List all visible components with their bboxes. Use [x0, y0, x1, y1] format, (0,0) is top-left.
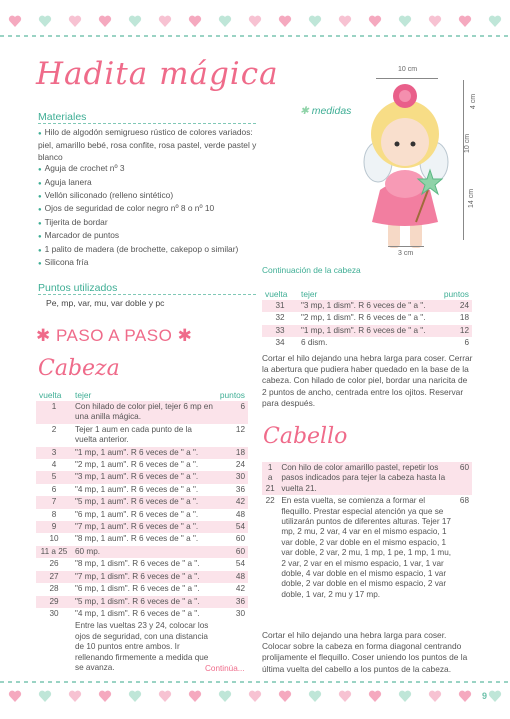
- cell-puntos: 36: [216, 596, 248, 608]
- material-text: Tijerita de bordar: [44, 216, 108, 227]
- table-row: [36, 521, 248, 533]
- material-item: [38, 203, 263, 216]
- cell-puntos: 60: [216, 546, 248, 558]
- bullet-icon: ●: [38, 247, 42, 254]
- puntos-divider: [38, 294, 256, 295]
- cabello-title: Cabello: [263, 424, 348, 449]
- material-item: [38, 244, 263, 257]
- cell-tejer: "6 mp, 1 dism". R 6 veces de " a ".: [75, 584, 200, 594]
- heart-icon: [338, 689, 352, 703]
- puntos-text: Pe, mp, var, mu, var doble y pc: [46, 298, 165, 308]
- material-item: [38, 127, 263, 163]
- continuacion-paragraph: Cortar el hilo dejando una hebra larga para coser. Cerrar la abertura que pudiera haber quedado en la base de la cabeza. Con hilado de color piel, bordar una naricita de 2 puntos de ancho, centrada entre los ojitos. Reservar para después.: [262, 353, 473, 408]
- cell-vuelta: 5: [36, 471, 72, 483]
- cell-puntos: 6: [216, 401, 248, 424]
- page-title: Hadita mágica: [36, 56, 279, 92]
- table-row: [262, 495, 472, 601]
- cell-vuelta: 4: [51, 460, 57, 470]
- heart-icon: [398, 14, 412, 28]
- cell-tejer: "6 mp, 1 aum". R 6 veces de " a ".: [75, 509, 199, 519]
- heart-icon: [38, 689, 52, 703]
- cell-puntos: 18: [459, 313, 469, 323]
- material-text: Silicona fría: [44, 257, 89, 268]
- cell-tejer: "5 mp, 1 aum". R 6 veces de " a ".: [72, 496, 216, 508]
- cell-tejer: 60 mp.: [72, 546, 216, 558]
- material-item: [38, 257, 263, 270]
- heart-icon: [218, 14, 232, 28]
- col-tejer: tejer: [301, 289, 318, 299]
- cell-tejer: En esta vuelta, se comienza a formar el flequillo. Prestar especial atención ya que se utilizarán puntos de diferentes alturas. Tejer 17 mp, 2 mu, 2 var, 4 var en el mismo espacio, 1 var doble, 2 var doble en el mismo espacio, 1 var doble, 2 var, 2 mu, 1 mp, 1 pe, 1 mp, 1 mu, 2 var, 2 var en el mismo espacio, 1 var, 1 var doble, 4 var doble en el mismo espacio, 1 var doble, 2 var doble en el mismo espacio, 2 var doble, 1 var, 2 mu y 17 mp.: [281, 496, 452, 599]
- table-row: [36, 596, 248, 608]
- cabeza-title: Cabeza: [38, 356, 120, 381]
- cell-tejer: "3 mp, 1 aum". R 6 veces de " a ".: [72, 471, 216, 483]
- medidas-label: ✱ medidas: [300, 105, 352, 117]
- heart-icon: [308, 689, 322, 703]
- cell-puntos: 12: [235, 424, 245, 434]
- heart-icon: [278, 689, 292, 703]
- heart-icon: [218, 689, 232, 703]
- bullet-icon: ●: [38, 207, 42, 214]
- note-text: Entre las vueltas 23 y 24, colocar los ojos de seguridad, con una distancia de 10 puntos entre ambos. Ir rellenando firmemente a medida que se avanza.: [75, 621, 209, 672]
- table-row: [36, 608, 248, 620]
- heart-icon: [248, 689, 262, 703]
- table-row: [262, 325, 472, 337]
- heart-icon: [428, 689, 442, 703]
- cell-puntos: 54: [216, 521, 248, 533]
- table-row: [36, 401, 248, 424]
- feet-label: 3 cm: [398, 250, 414, 257]
- heart-icon: [158, 689, 172, 703]
- bullet-icon: ●: [38, 220, 42, 227]
- material-text: Marcador de puntos: [44, 230, 120, 241]
- heart-icon: [488, 14, 502, 28]
- material-text: Aguja de crochet nº 3: [44, 163, 125, 174]
- page-number: 9: [482, 691, 488, 701]
- heart-icon: [458, 689, 472, 703]
- height-dimension-line: [463, 80, 464, 240]
- cell-tejer: "7 mp, 1 aum". R 6 veces de " a ".: [72, 521, 216, 533]
- cell-tejer: Con hilo de color amarillo pastel, repetir los pasos indicados para tejer la cabeza hasta la vuelta 21.: [278, 462, 457, 495]
- cell-puntos: 42: [235, 584, 245, 594]
- cell-puntos: 24: [235, 460, 245, 470]
- heart-icon: [128, 14, 142, 28]
- cell-puntos: 68: [459, 496, 469, 506]
- heart-icon: [188, 689, 202, 703]
- col-puntos: puntos: [443, 289, 469, 299]
- table-row: [36, 509, 248, 521]
- cell-vuelta: 26: [49, 559, 59, 569]
- cell-vuelta: 9: [36, 521, 72, 533]
- note-spacer: [36, 620, 72, 674]
- table-row: [262, 312, 472, 324]
- cell-puntos: 60: [457, 462, 472, 495]
- table-row: [36, 533, 248, 545]
- cell-puntos: 24: [440, 300, 472, 312]
- col-vuelta: vuelta: [265, 289, 288, 299]
- table-row: [36, 558, 248, 570]
- heart-icon: [128, 689, 142, 703]
- cell-vuelta: 1 a 21: [262, 462, 278, 495]
- heart-icon: [188, 14, 202, 28]
- cell-vuelta: 3: [36, 447, 72, 459]
- cell-puntos: 42: [216, 496, 248, 508]
- table-row: [262, 300, 472, 312]
- cell-vuelta: 11 a 25: [36, 546, 72, 558]
- cell-vuelta: 22: [265, 496, 275, 506]
- cell-tejer: "8 mp, 1 aum". R 6 veces de " a ".: [75, 534, 199, 544]
- heart-icon: [68, 14, 82, 28]
- body-height-label: 10 cm: [464, 133, 472, 154]
- cell-vuelta: 31: [262, 300, 298, 312]
- continuacion-table: [262, 288, 472, 350]
- cabeza-table: [36, 389, 248, 674]
- cell-puntos: 48: [216, 571, 248, 583]
- cell-puntos: 48: [235, 509, 245, 519]
- cell-vuelta: 33: [262, 325, 298, 337]
- continua-label: Continúa...: [205, 664, 245, 673]
- cell-tejer: Con hilado de color piel, tejer 6 mp en una anilla mágica.: [72, 401, 216, 424]
- cell-puntos: 30: [216, 471, 248, 483]
- material-item: [38, 177, 263, 190]
- cell-vuelta: 27: [36, 571, 72, 583]
- cell-vuelta: 7: [36, 496, 72, 508]
- width-dimension-line: [376, 78, 438, 79]
- fairy-doll-illustration: [350, 72, 460, 262]
- cell-vuelta: 30: [49, 608, 59, 618]
- cell-puntos: 18: [216, 447, 248, 459]
- heart-icon: [368, 14, 382, 28]
- heart-icon: [428, 14, 442, 28]
- cell-puntos: 60: [235, 534, 245, 544]
- puntos-label: Puntos utilizados: [38, 282, 118, 294]
- heart-icon: [308, 14, 322, 28]
- cell-tejer: "1 mp, 1 dism". R 6 veces de " a ".: [298, 325, 440, 337]
- heart-icon: [398, 689, 412, 703]
- table-row: [36, 496, 248, 508]
- heart-icon: [278, 14, 292, 28]
- table-row: [36, 447, 248, 459]
- materiales-list: [38, 127, 263, 270]
- cell-puntos: 36: [235, 484, 245, 494]
- cell-vuelta: 10: [49, 534, 59, 544]
- cell-tejer: "4 mp, 1 dism". R 6 veces de " a ".: [75, 608, 200, 618]
- table-row: [36, 484, 248, 496]
- cell-tejer: "2 mp, 1 aum". R 6 veces de " a ".: [75, 460, 199, 470]
- width-label: 10 cm: [398, 66, 418, 73]
- cell-puntos: 54: [235, 559, 245, 569]
- cell-vuelta: 8: [51, 509, 57, 519]
- bottom-dashed-divider: [0, 681, 510, 683]
- heart-icon: [68, 689, 82, 703]
- cell-tejer: "4 mp, 1 aum". R 6 veces de " a ".: [75, 484, 199, 494]
- cabello-table: [262, 462, 472, 601]
- heart-icon: [488, 689, 502, 703]
- table-row: [36, 571, 248, 583]
- material-item: [38, 230, 263, 243]
- legs-height-label: 14 cm: [468, 188, 476, 209]
- material-item: [38, 217, 263, 230]
- head-height-label: 4 cm: [470, 93, 478, 110]
- cell-tejer: Tejer 1 aum en cada punto de la vuelta anterior.: [75, 424, 192, 445]
- cell-tejer: "1 mp, 1 aum". R 6 veces de " a ".: [72, 447, 216, 459]
- paso-a-paso-heading: ✱ PASO A PASO ✱: [36, 326, 193, 345]
- heart-icon: [38, 14, 52, 28]
- heart-icon: [98, 14, 112, 28]
- cell-vuelta: 29: [36, 596, 72, 608]
- bullet-icon: ●: [38, 167, 42, 174]
- cell-vuelta: 32: [275, 313, 285, 323]
- col-vuelta: vuelta: [39, 390, 62, 400]
- heart-icon: [248, 14, 262, 28]
- table-row: [262, 337, 472, 349]
- cell-vuelta: 1: [36, 401, 72, 424]
- materiales-divider: [38, 123, 256, 124]
- heart-icon: [8, 14, 22, 28]
- table-row: [36, 459, 248, 471]
- materiales-label: Materiales: [38, 111, 87, 123]
- material-item: [38, 163, 263, 176]
- continuacion-label: Continuación de la cabeza: [262, 265, 361, 275]
- heart-icon: [98, 689, 112, 703]
- table-row: [36, 583, 248, 595]
- material-text: 1 palito de madera (de brochette, cakepop o similar): [44, 243, 239, 254]
- table-row: [36, 471, 248, 483]
- cell-tejer: 6 dism.: [301, 338, 328, 348]
- heart-icon: [8, 689, 22, 703]
- bullet-icon: ●: [38, 180, 42, 187]
- cell-vuelta: 2: [51, 424, 57, 434]
- heart-icon: [458, 14, 472, 28]
- cell-puntos: 6: [464, 338, 469, 348]
- cabello-paragraph: Cortar el hilo dejando una hebra larga para coser. Colocar sobre la cabeza en forma diagonal centrando prolijamente el flequillo. Coser uniendo los puntos de la última vuelta del cabello a los puntos de la cabeza.: [262, 630, 468, 674]
- cell-tejer: "8 mp, 1 dism". R 6 veces de " a ".: [75, 559, 200, 569]
- cell-vuelta: 28: [49, 584, 59, 594]
- material-text: Aguja lanera: [44, 176, 92, 187]
- bullet-icon: ●: [38, 234, 42, 241]
- cell-puntos: 12: [440, 325, 472, 337]
- bullet-icon: ●: [38, 131, 42, 137]
- table-row: [36, 546, 248, 558]
- material-item: [38, 190, 263, 203]
- heart-icon: [338, 14, 352, 28]
- bullet-icon: ●: [38, 194, 42, 201]
- doll-figure: [364, 84, 448, 248]
- cell-tejer: "5 mp, 1 dism". R 6 veces de " a ".: [72, 596, 216, 608]
- col-tejer: tejer: [75, 390, 92, 400]
- cell-vuelta: 34: [275, 338, 285, 348]
- cell-tejer: "7 mp, 1 dism". R 6 veces de " a ".: [72, 571, 216, 583]
- top-dashed-divider: [0, 35, 510, 37]
- table-row: [262, 462, 472, 495]
- bottom-heart-band: [0, 683, 510, 711]
- material-text: Hilo de algodón semigrueso rústico de colores variados: piel, amarillo bebé, rosa confite, rosa pastel, verde pastel y blanco: [38, 127, 257, 162]
- heart-icon: [158, 14, 172, 28]
- material-text: Vellón siliconado (relleno sintético): [44, 190, 174, 201]
- cell-tejer: "3 mp, 1 dism". R 6 veces de " a ".: [298, 300, 440, 312]
- heart-icon: [368, 689, 382, 703]
- bullet-icon: ●: [38, 261, 42, 268]
- table-row: [36, 424, 248, 447]
- col-puntos: puntos: [219, 390, 245, 400]
- feet-dimension-line: [388, 246, 424, 247]
- cell-tejer: "2 mp, 1 dism". R 6 veces de " a ".: [301, 313, 426, 323]
- cell-puntos: 30: [235, 608, 245, 618]
- top-heart-band: [0, 8, 510, 36]
- cell-vuelta: 6: [51, 484, 57, 494]
- material-text: Ojos de seguridad de color negro nº 8 o nº 10: [44, 203, 215, 214]
